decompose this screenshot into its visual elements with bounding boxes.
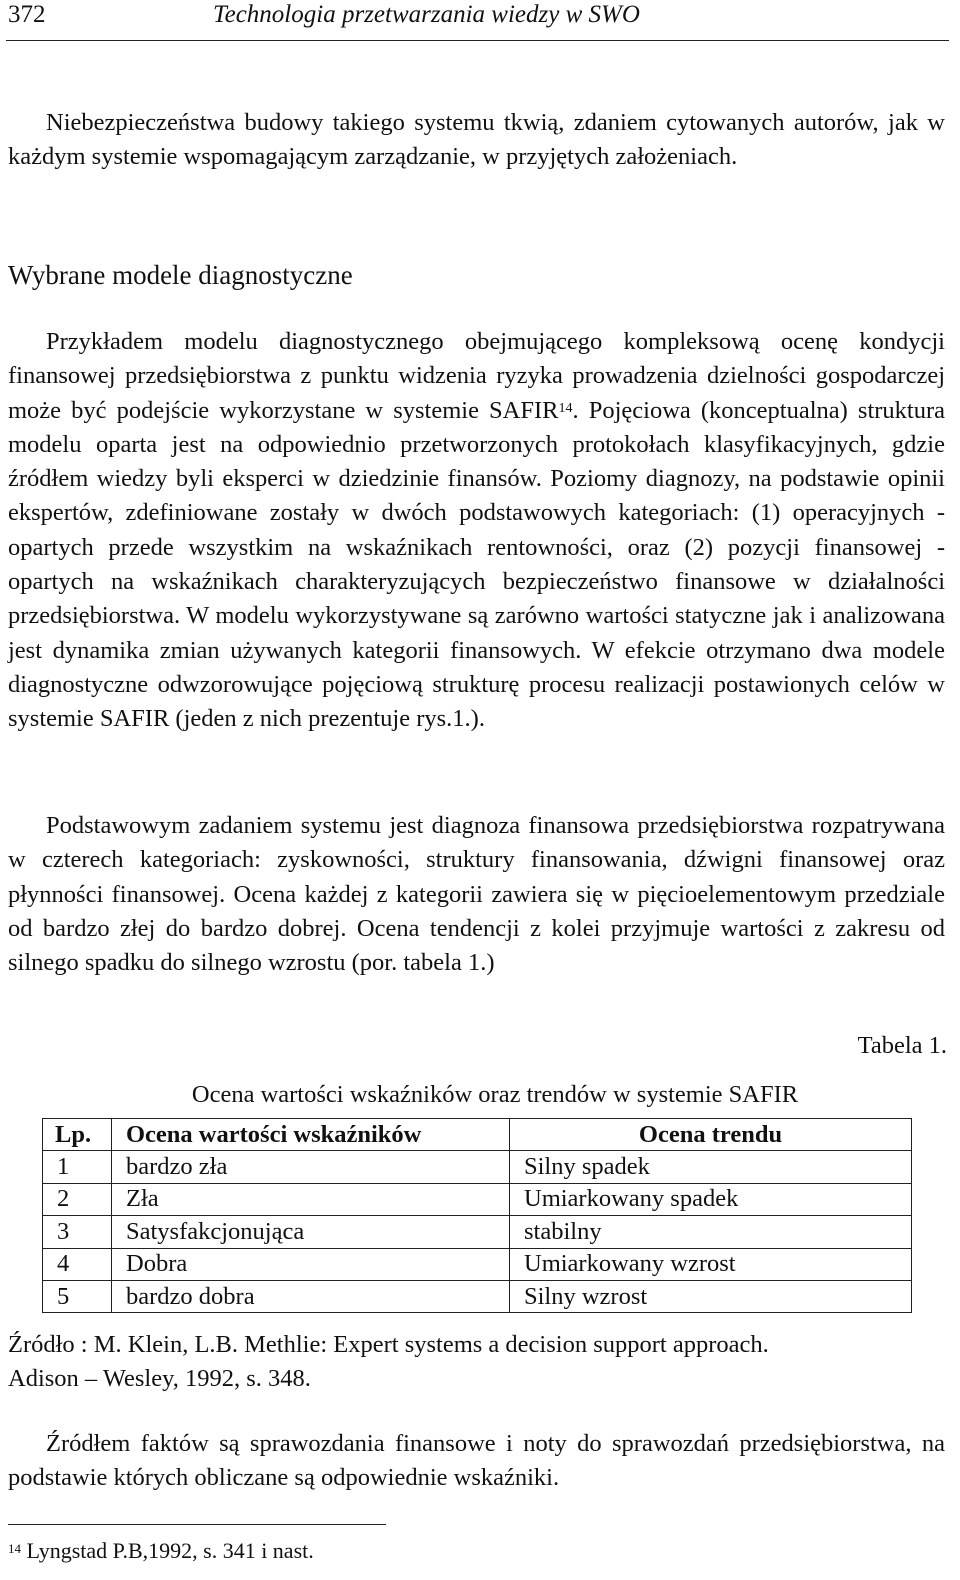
header-lp: Lp. (43, 1119, 112, 1151)
running-head (8, 0, 948, 34)
footnote (8, 1535, 314, 1567)
section-heading: Wybrane modele diagnostyczne (8, 260, 353, 290)
table-label: Tabela 1. (857, 1032, 947, 1059)
main-paragraph (8, 325, 945, 737)
table-source-line1: Źródło : M. Klein, L.B. Methlie: Expert systems a decision support approach. (8, 1331, 769, 1358)
cell-indicator-rating: Dobra (112, 1248, 510, 1280)
table-row (43, 1183, 912, 1215)
cell-trend-rating: stabilny (510, 1216, 912, 1248)
cell-trend-rating: Silny spadek (510, 1151, 912, 1183)
table-row (43, 1280, 912, 1312)
main-text-part1: Przykładem modelu diagnostycznego obejmującego kompleksową ocenę kondycji finansowej przedsiębiorstwa z punktu widzenia ryzyka prowadzenia dzielności gospodarczej może być podejście wykorzystane w systemie SAFIR (8, 328, 945, 424)
table-row (43, 1151, 912, 1183)
header-indicator-rating: Ocena wartości wskaźników (112, 1119, 510, 1151)
page-number: 372 (8, 1, 46, 28)
cell-indicator-rating: Zła (112, 1183, 510, 1215)
sources-text: Źródłem faktów są sprawozdania finansowe i noty do sprawozdań przedsiębiorstwa, na podstawie których obliczane są odpowiednie wskaźniki. (8, 1430, 945, 1492)
cell-lp: 1 (43, 1151, 112, 1183)
cell-lp: 3 (43, 1216, 112, 1248)
second-text: Podstawowym zadaniem systemu jest diagnoza finansowa przedsiębiorstwa rozpatrywana w czterech kategoriach: zyskowności, struktury finansowania, dźwigni finansowej oraz płynności finansowej. Ocena każdej z kategorii zawiera się w pięcioelementowym przedziale od bardzo złej do bardzo dobrej. Ocena tendencji z kolei przyjmuje wartości z zakresu od silnego spadku do silnego wzrostu (por. tabela 1.) (8, 812, 945, 977)
rating-table (42, 1118, 912, 1313)
main-text-part2: . Pojęciowa (konceptualna) struktura modelu oparta jest na odpowiednio przetworzonych protokołach klasyfikacyjnych, gdzie źródłem wiedzy byli eksperci w dziedzinie finansów. Poziomy diagnozy, na podstawie opinii ekspertów, zdefiniowane zostały w dwóch podstawowych kategoriach: (1) operacyjnych - opartych przede wszystkim na wskaźnikach rentowności, oraz (2) pozycji finansowej - opartych na wskaźnikach charakteryzujących bezpieczeństwo finansowe w działalności przedsiębiorstwa. W modelu wykorzystywane są zarówno wartości statyczne jak i analizowana jest dynamika zmian używanych kategorii finansowych. W efekcie otrzymano dwa modele diagnostyczne odwzorowujące pojęciową strukturę procesu realizacji postawionych celów w systemie SAFIR (jeden z nich prezentuje rys.1.). (8, 396, 945, 733)
cell-trend-rating: Umiarkowany spadek (510, 1183, 912, 1215)
footnote-number: 14 (8, 1541, 21, 1556)
table-source-line2: Adison – Wesley, 1992, s. 348. (8, 1365, 311, 1393)
header-rule (6, 40, 949, 41)
cell-lp: 5 (43, 1280, 112, 1312)
cell-indicator-rating: bardzo dobra (112, 1280, 510, 1312)
table-row (43, 1216, 912, 1248)
running-title: Technologia przetwarzania wiedzy w SWO (213, 1, 640, 28)
cell-indicator-rating: bardzo zła (112, 1151, 510, 1183)
cell-indicator-rating: Satysfakcjonująca (112, 1216, 510, 1248)
intro-text: Niebezpieczeństwa budowy takiego systemu tkwią, zdaniem cytowanych autorów, jak w każdym systemie wspomagającym zarządzanie, w przyjętych założeniach. (8, 109, 945, 171)
footnote-ref[interactable]: 14 (558, 400, 573, 416)
cell-lp: 4 (43, 1248, 112, 1280)
table-caption: Ocena wartości wskaźników oraz trendów w systemie SAFIR (191, 1081, 799, 1108)
cell-trend-rating: Silny wzrost (510, 1280, 912, 1312)
cell-lp: 2 (43, 1183, 112, 1215)
header-trend-rating: Ocena trendu (510, 1119, 912, 1151)
table-header-row (43, 1119, 912, 1151)
footnote-text: Lyngstad P.B,1992, s. 341 i nast. (26, 1538, 314, 1563)
sources-paragraph (8, 1427, 945, 1496)
cell-trend-rating: Umiarkowany wzrost (510, 1248, 912, 1280)
table-source (8, 1328, 948, 1397)
second-paragraph (8, 809, 945, 980)
table-row (43, 1248, 912, 1280)
footnote-rule (8, 1524, 386, 1525)
intro-paragraph (8, 106, 945, 175)
